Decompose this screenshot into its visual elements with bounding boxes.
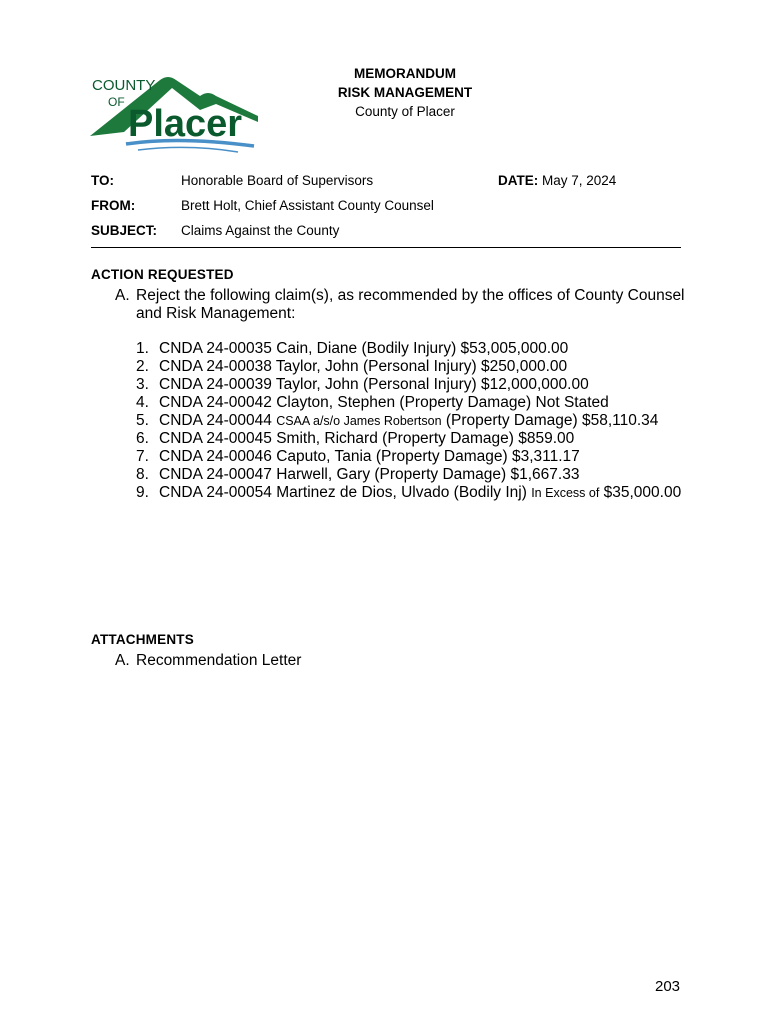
memo-heading [300,64,510,121]
claim-item: 4. CNDA 24-00042 Clayton, Stephen (Property Damage) Not Stated [136,394,609,411]
subject-label: SUBJECT: [91,223,158,238]
page-number: 203 [655,978,681,995]
logo-county-text: COUNTY [92,77,156,94]
from-value: Brett Holt, Chief Assistant County Counsel [181,198,434,213]
attachment-letter: A. [115,652,130,669]
claim-item: 7. CNDA 24-00046 Caputo, Tania (Property Damage) $3,311.17 [136,448,580,465]
attachment-text: Recommendation Letter [136,652,302,669]
claim-item: 1. CNDA 24-00035 Cain, Diane (Bodily Injury) $53,005,000.00 [136,340,569,357]
header-divider [91,247,681,248]
date-value: May 7, 2024 [542,173,617,188]
date-row [498,173,616,188]
claim-item: 8. CNDA 24-00047 Harwell, Gary (Property Damage) $1,667.33 [136,466,580,483]
to-label: TO: [91,173,114,188]
memo-title: MEMORANDUM [354,66,456,81]
claims-list [136,340,681,502]
subject-value: Claims Against the County [181,223,340,238]
action-line-1: Reject the following claim(s), as recommended by the offices of County Counsel [136,287,685,304]
county-of-placer-logo [88,70,260,154]
logo-placer-text: Placer [128,103,243,145]
action-letter: A. [115,287,130,304]
memo-department: RISK MANAGEMENT [337,85,473,100]
logo-of-text: OF [108,95,125,109]
action-line-2: and Risk Management: [136,305,296,322]
attachments-heading: ATTACHMENTS [91,632,194,647]
claim-item: 9. CNDA 24-00054 Martinez de Dios, Ulvado (Bodily Inj) In Excess of $35,000.00 [136,484,682,501]
to-value: Honorable Board of Supervisors [181,173,374,188]
from-label: FROM: [91,198,136,213]
memo-organization: County of Placer [355,104,455,119]
date-label: DATE: [498,173,539,188]
claim-item: 3. CNDA 24-00039 Taylor, John (Personal Injury) $12,000,000.00 [136,376,589,393]
claim-item: 6. CNDA 24-00045 Smith, Richard (Property Damage) $859.00 [136,430,575,447]
action-requested-heading: ACTION REQUESTED [91,267,234,282]
claim-item: 2. CNDA 24-00038 Taylor, John (Personal Injury) $250,000.00 [136,358,568,375]
claim-item: 5. CNDA 24-00044 CSAA a/s/o James Robertson (Property Damage) $58,110.34 [136,412,659,429]
